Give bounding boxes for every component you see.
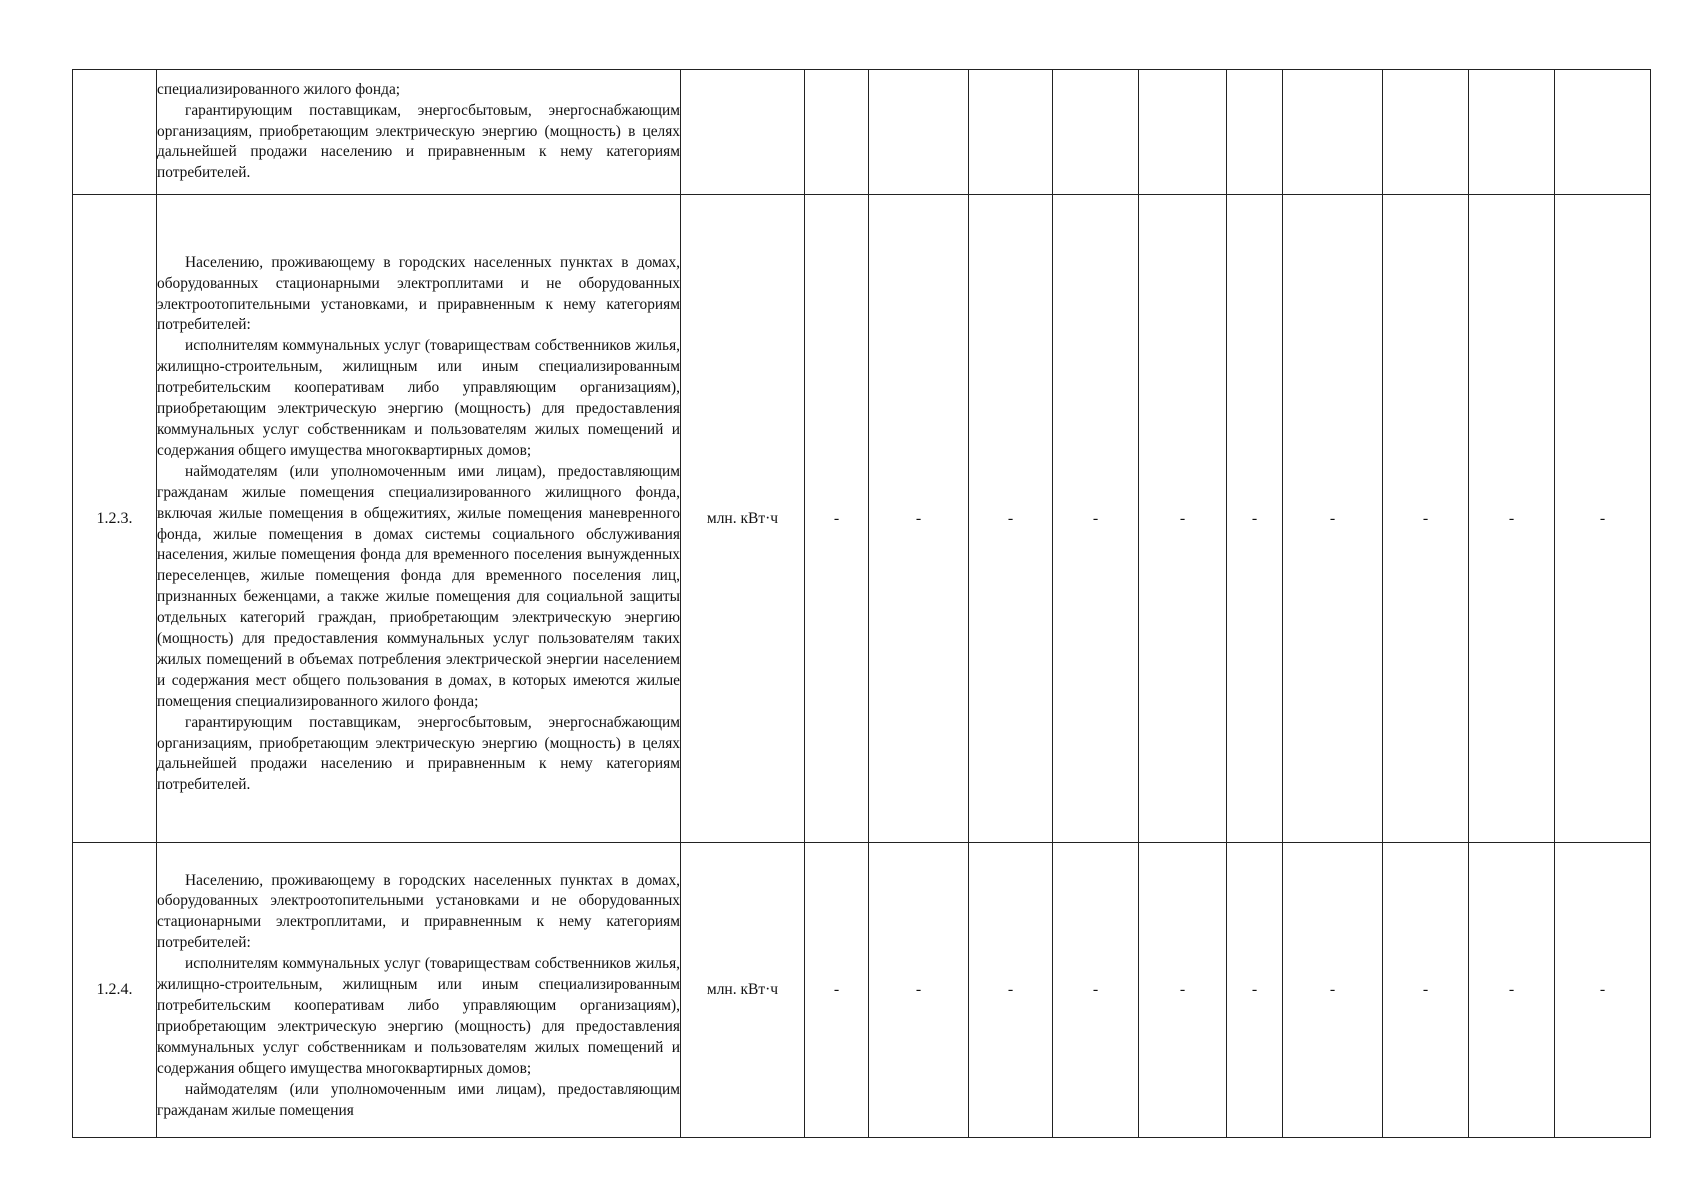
value-cell: - — [1139, 843, 1227, 1138]
row-description — [157, 195, 681, 843]
value-cell: - — [969, 843, 1053, 1138]
unit-cell — [681, 70, 805, 195]
description-paragraph: Населению, проживающему в городских населенных пунктах в домах, оборудованных стационарными электроплитами и не оборудованных электроотопительными установками, и приравненным к нему категориям потребителей: — [157, 253, 680, 334]
value-cell — [1469, 70, 1555, 195]
tariff-table — [72, 69, 1651, 1138]
row-number: 1.2.4. — [73, 843, 157, 1138]
description-paragraph: специализированного жилого фонда; — [157, 80, 401, 98]
value-cell: - — [805, 195, 869, 843]
value-cell: - — [805, 843, 869, 1138]
value-cell — [1555, 70, 1651, 195]
value-cell — [1139, 70, 1227, 195]
value-cell: - — [1053, 843, 1139, 1138]
value-cell: - — [1227, 843, 1283, 1138]
description-paragraph: исполнителям коммунальных услуг (товариществам собственников жилья, жилищно-строительным, жилищным или иным специализированным потребительским кооперативам либо управляющим организациям), приобретающим электрическую энергию (мощность) для предоставления коммунальных услуг собственникам и пользователям жилых помещений и содержания общего имущества многоквартирных домов; — [157, 955, 680, 1077]
value-cell — [1383, 70, 1469, 195]
table-row — [73, 195, 1651, 843]
value-cell — [1227, 70, 1283, 195]
row-number — [73, 70, 157, 195]
value-cell: - — [1383, 195, 1469, 843]
value-cell — [805, 70, 869, 195]
row-description — [157, 70, 681, 195]
value-cell — [869, 70, 969, 195]
value-cell: - — [1469, 843, 1555, 1138]
value-cell: - — [1053, 195, 1139, 843]
value-cell: - — [1139, 195, 1227, 843]
description-paragraph: Населению, проживающему в городских населенных пунктах в домах, оборудованных электроотопительными установками и не оборудованных стационарными электроплитами, и приравненным к нему категориям потребителей: — [157, 871, 680, 952]
value-cell — [969, 70, 1053, 195]
value-cell: - — [969, 195, 1053, 843]
value-cell: - — [1283, 195, 1383, 843]
unit-cell: млн. кВт·ч — [681, 195, 805, 843]
description-paragraph: наймодателям (или уполномоченным ими лицам), предоставляющим гражданам жилые помещения специализированного жилищного фонда, включая жилые помещения в общежитиях, жилые помещения маневренного фонда, жилые помещения в домах системы социального обслуживания населения, жилые помещения фонда для временного поселения вынужденных переселенцев, жилые помещения фонда для временного поселения лиц, признанных беженцами, а также жилые помещения для социальной защиты отдельных категорий граждан, приобретающим электрическую энергию (мощность) для предоставления коммунальных услуг пользователям таких жилых помещений в объемах потребления электрической энергии населением и содержания мест общего пользования в домах, в которых имеются жилые помещения специализированного жилого фонда; — [157, 462, 680, 710]
value-cell: - — [1283, 843, 1383, 1138]
value-cell: - — [1227, 195, 1283, 843]
value-cell: - — [1383, 843, 1469, 1138]
row-number: 1.2.3. — [73, 195, 157, 843]
value-cell — [1053, 70, 1139, 195]
description-paragraph: наймодателям (или уполномоченным ими лицам), предоставляющим гражданам жилые помещения — [157, 1080, 680, 1119]
description-paragraph: гарантирующим поставщикам, энергосбытовым, энергоснабжающим организациям, приобретающим электрическую энергию (мощность) в целях дальнейшей продажи населению и приравненным к нему категориям потребителей. — [157, 101, 680, 182]
row-description — [157, 843, 681, 1138]
value-cell: - — [869, 195, 969, 843]
value-cell: - — [1469, 195, 1555, 843]
value-cell: - — [1555, 195, 1651, 843]
value-cell — [1283, 70, 1383, 195]
unit-cell: млн. кВт·ч — [681, 843, 805, 1138]
description-paragraph: гарантирующим поставщикам, энергосбытовым, энергоснабжающим организациям, приобретающим электрическую энергию (мощность) в целях дальнейшей продажи населению и приравненным к нему категориям потребителей. — [157, 713, 680, 794]
table-row — [73, 843, 1651, 1138]
description-paragraph: исполнителям коммунальных услуг (товариществам собственников жилья, жилищно-строительным, жилищным или иным специализированным потребительским кооперативам либо управляющим организациям), приобретающим электрическую энергию (мощность) для предоставления коммунальных услуг собственникам и пользователям жилых помещений и содержания общего имущества многоквартирных домов; — [157, 337, 680, 459]
value-cell: - — [869, 843, 969, 1138]
value-cell: - — [1555, 843, 1651, 1138]
table-row — [73, 70, 1651, 195]
